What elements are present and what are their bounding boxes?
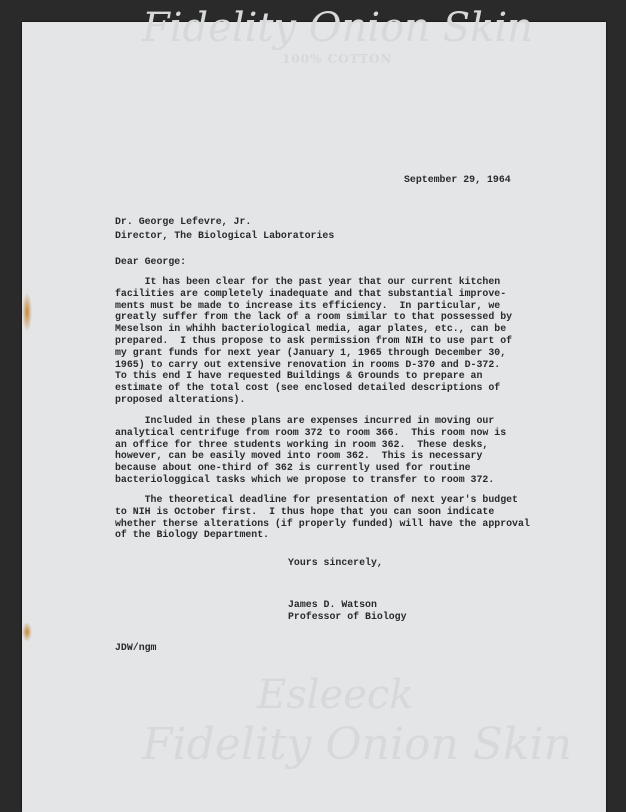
text-line: prepared. I thus propose to ask permission from NIH to use part of [115, 334, 513, 346]
paper-stain [22, 292, 32, 332]
text-line: Meselson in whihh bacteriological media, agar plates, etc., can be [115, 323, 507, 335]
text-line: my grant funds for next year (January 1, 1965 through December 30, [115, 346, 507, 358]
watermark-cotton: 100% COTTON [282, 52, 393, 66]
text-line: of the Biology Department. [115, 529, 270, 541]
text-line: an office for three students working in room 362. These desks, [115, 438, 489, 450]
text-line: to NIH is October first. I thus hope that you can soon indicate [115, 505, 495, 517]
paragraph-1 [115, 276, 512, 406]
watermark-bottom: Fidelity Onion Skin [142, 719, 572, 770]
text-line: analytical centrifuge from room 372 to room 366. This room now is [115, 426, 507, 438]
text-line: It has been clear for the past year that our current kitchen [115, 276, 501, 287]
signer-title: Professor of Biology [288, 611, 407, 622]
text-line: bacteriologgical tasks which we propose to transfer to room 372. [115, 473, 495, 485]
paragraph-3 [115, 494, 530, 541]
text-line: however, can be easily moved into room 362. This is necessary [115, 450, 483, 462]
text-line: because about one-third of 362 is currently used for routine [115, 462, 471, 474]
text-line: estimate of the total cost (see enclosed detailed descriptions of [115, 382, 501, 394]
text-line: whether therse alterations (if properly funded) will have the approval [115, 517, 530, 529]
letter-page [22, 5, 606, 812]
text-line: facilities are completely inadequate and that substantial improve- [115, 287, 507, 299]
signer-name: James D. Watson [288, 599, 377, 610]
closing: Yours sincerely, [288, 557, 383, 568]
paragraph-2 [115, 415, 506, 486]
text-line: 1965) to carry out extensive renovation in rooms D-370 and D-372. [115, 358, 501, 370]
text-line: proposed alterations). [115, 393, 246, 405]
watermark-top: Fidelity Onion Skin [142, 5, 533, 51]
salutation: Dear George: [115, 256, 187, 267]
text-line: ments must be made to increase its efficiency. In particular, we [115, 299, 501, 311]
letter-date: September 29, 1964 [404, 174, 511, 185]
paper-stain [22, 622, 32, 642]
text-line: The theoretical deadline for presentation of next year's budget [115, 494, 518, 505]
watermark-brand: Esleeck [257, 672, 414, 718]
recipient-title: Director, The Biological Laboratories [115, 230, 335, 241]
reference-initials: JDW/ngm [115, 642, 157, 653]
text-line: Included in these plans are expenses incurred in moving our [115, 415, 495, 426]
text-line: To this end I have requested Buildings & Grounds to prepare an [115, 370, 483, 382]
recipient-name: Dr. George Lefevre, Jr. [115, 216, 252, 227]
text-line: greatly suffer from the lack of a room similar to that possessed by [115, 311, 513, 323]
